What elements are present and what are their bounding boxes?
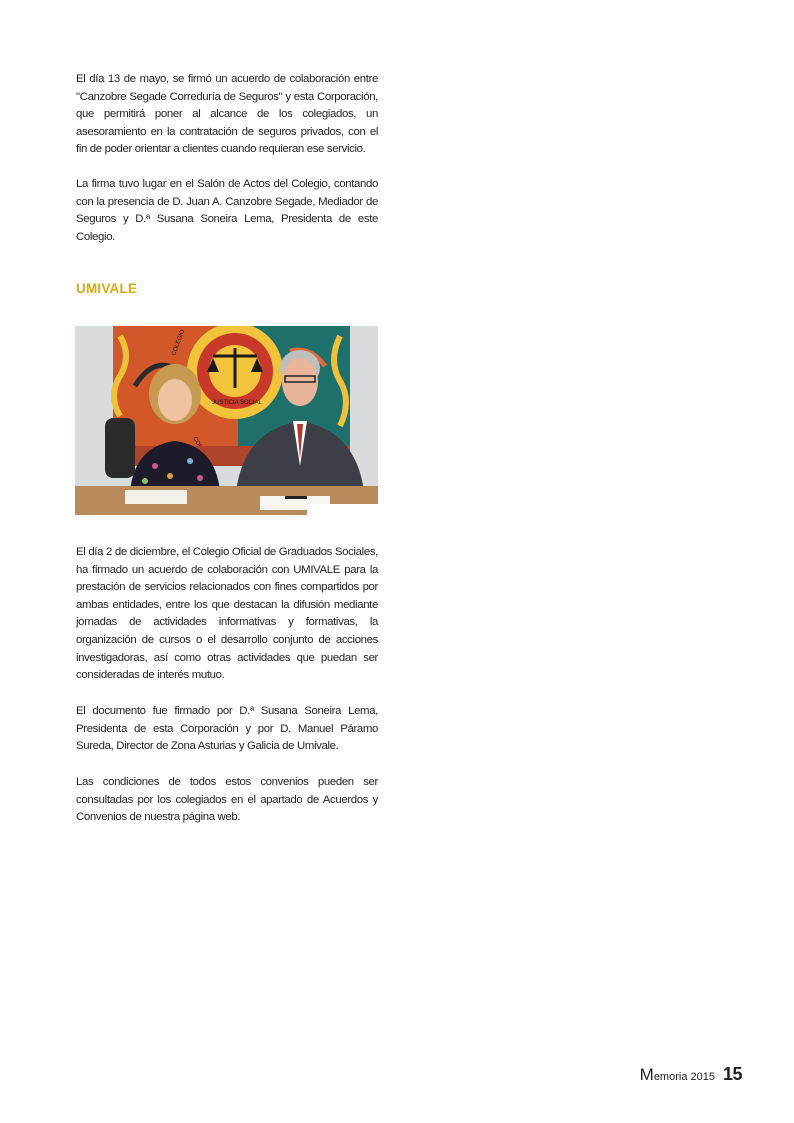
seal-text-justicia: JUSTICIA SOCIAL: [212, 400, 263, 406]
paragraph-umivale-signing: El documento fue firmado por D.ª Susana Soneira Lema, Presidenta de esta Corporación y por D. Manuel Páramo Sureda, Director de Zona Asturias y Galicia de Umivale.: [76, 705, 378, 753]
paragraph-conditions: Las condiciones de todos estos convenios pueden ser consultadas por los colegiados en el apartado de Acuerdos y Convenios de nuestra página web.: [76, 776, 378, 824]
seal-text-colegio: COLEGIO: [171, 328, 187, 357]
page-footer: [640, 1064, 742, 1085]
footer-title: Memoria 2015: [639, 1065, 715, 1084]
section-heading-umivale: UMIVALE: [76, 281, 138, 296]
paragraph-canzobre-signing: La firma tuvo lugar en el Salón de Actos del Colegio, contando con la presencia de D. Juan A. Canzobre Segade, Mediador de Seguros y D.ª Susana Soneira Lema, Presidenta de este Colegio.: [76, 178, 378, 243]
page-number: 15: [722, 1064, 742, 1084]
paragraph-canzobre-agreement: El día 13 de mayo, se firmó un acuerdo de colaboración entre "Canzobre Segade Correduría de Seguros" y esta Corporación, que permitirá poner al alcance de los colegiados, un asesoramiento en la contratación de seguros privados, con el fin de poder orientar a clientes cuando requieran ese servicio.: [76, 73, 378, 156]
signing-photo: [75, 326, 378, 515]
paragraph-umivale-agreement: El día 2 de diciembre, el Colegio Oficial de Graduados Sociales, ha firmado un acuerdo de colaboración con UMIVALE para la prestación de servicios relacionados con fines compartidos por ambas entidades, entre los que destacan la difusión mediante jornadas de actividades informativas y formativas, la organización de cursos o el desarrollo conjunto de acciones investigadoras, así como otras actividades que puedan ser consideradas de interés mutuo.: [76, 546, 378, 682]
